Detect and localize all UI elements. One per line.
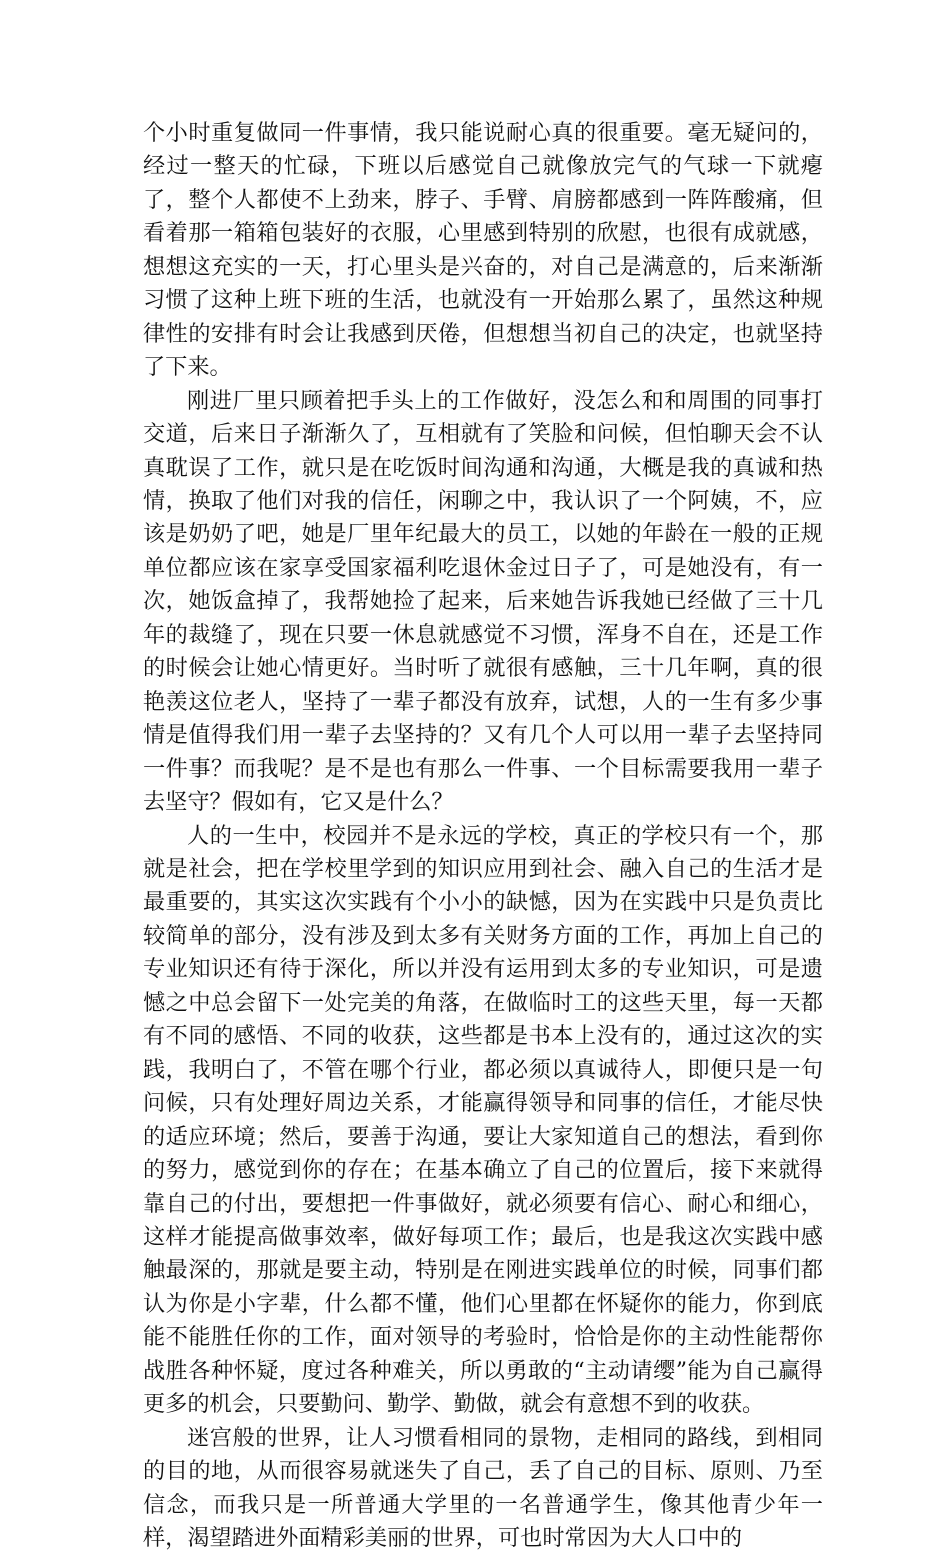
document-body	[143, 117, 823, 1555]
paragraph-1: 个小时重复做同一件事情，我只能说耐心真的很重要。毫无疑问的，经过一整天的忙碌，下班以后感觉自己就像放完气的气球一下就瘪了，整个人都使不上劲来，脖子、手臂、肩膀都感到一阵阵酸痛，但看着那一箱箱包装好的衣服，心里感到特别的欣慰，也很有成就感，想想这充实的一天，打心里头是兴奋的，对自己是满意的，后来渐渐习惯了这种上班下班的生活，也就没有一开始那么累了，虽然这种规律性的安排有时会让我感到厌倦，但想想当初自己的决定，也就坚持了下来。	[143, 120, 823, 381]
paragraph-2: 刚进厂里只顾着把手头上的工作做好，没怎么和和周围的同事打交道，后来日子渐渐久了，互相就有了笑脸和问候，但怕聊天会不认真耽误了工作，就只是在吃饭时间沟通和沟通，大概是我的真诚和热情，换取了他们对我的信任，闲聊之中，我认识了一个阿姨，不，应该是奶奶了吧，她是厂里年纪最大的员工，以她的年龄在一般的正规单位都应该在家享受国家福利吃退休金过日子了，可是她没有，有一次，她饭盒掉了，我帮她捡了起来，后来她告诉我她已经做了三十几年的裁缝了，现在只要一休息就感觉不习惯，浑身不自在，还是工作的时候会让她心情更好。当时听了就很有感触，三十几年啊，真的很艳羡这位老人，坚持了一辈子都没有放弃，试想，人的一生有多少事情是值得我们用一辈子去坚持的？又有几个人可以用一辈子去坚持同一件事？而我呢？是不是也有那么一件事、一个目标需要我用一辈子去坚守？假如有，它又是什么？	[143, 387, 823, 816]
paragraph-3: 人的一生中，校园并不是永远的学校，真正的学校只有一个，那就是社会，把在学校里学到的知识应用到社会、融入自己的生活才是最重要的，其实这次实践有个小小的缺憾，因为在实践中只是负责比较简单的部分，没有涉及到太多有关财务方面的工作，再加上自己的专业知识还有待于深化，所以并没有运用到太多的专业知识，可是遗憾之中总会留下一处完美的角落，在做临时工的这些天里，每一天都有不同的感悟、不同的收获，这些都是书本上没有的，通过这次的实践，我明白了，不管在哪个行业，都必须以真诚待人，即便只是一句问候，只有处理好周边关系，才能赢得领导和同事的信任，才能尽快的适应环境；然后，要善于沟通，要让大家知道自己的想法，看到你的努力，感觉到你的存在；在基本确立了自己的位置后，接下来就得靠自己的付出，要想把一件事做好，就必须要有信心、耐心和细心，这样才能提高做事效率，做好每项工作；最后，也是我这次实践中感触最深的，那就是要主动，特别是在刚进实践单位的时候，同事们都认为你是小字辈，什么都不懂，他们心里都在怀疑你的能力，你到底能不能胜任你的工作，面对领导的考验时，恰恰是你的主动性能帮你战胜各种怀疑，度过各种难关，所以勇敢的“主动请缨”能为自己赢得更多的机会，只要勤问、勤学、勤做，就会有意想不到的收获。	[143, 822, 823, 1418]
paragraph-4: 迷宫般的世界，让人习惯看相同的景物，走相同的路线，到相同的目的地，从而很容易就迷失了自己，丢了自己的目标、原则、乃至信念，而我只是一所普通大学里的一名普通学生，像其他青少年一样，渴望踏进外面精彩美丽的世界，可也时常因为大人口中的	[143, 1424, 823, 1552]
